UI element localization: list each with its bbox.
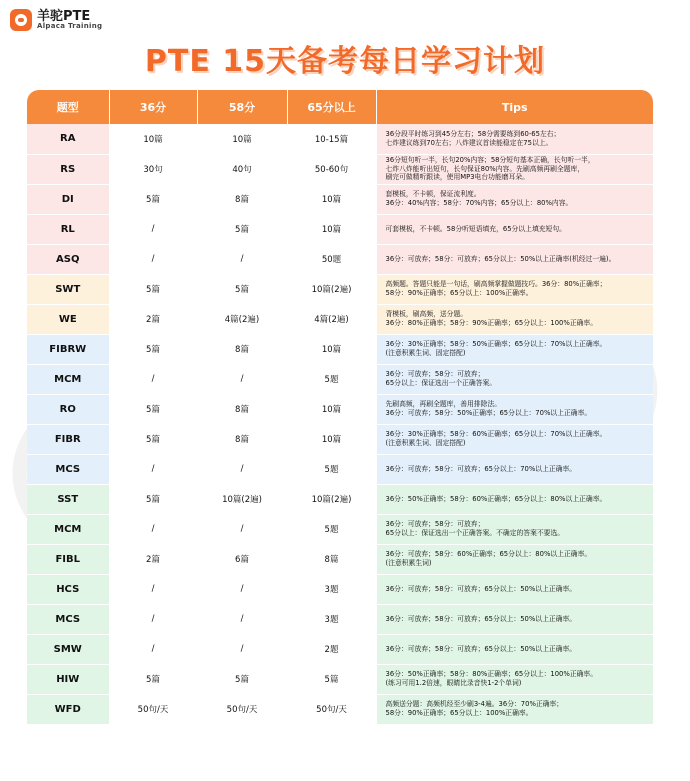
row-type: WFD [27, 694, 109, 724]
row-type: MCM [27, 514, 109, 544]
row-36: / [109, 454, 197, 484]
row-type: MCS [27, 454, 109, 484]
table-row [27, 694, 653, 724]
table-row [27, 454, 653, 484]
row-65: 4篇(2遍) [287, 304, 376, 334]
table-row [27, 334, 653, 364]
row-type: RS [27, 154, 109, 184]
row-type: SST [27, 484, 109, 514]
row-36: 2篇 [109, 544, 197, 574]
table-row [27, 274, 653, 304]
header-tips: Tips [376, 90, 653, 124]
header-65: 65分以上 [287, 90, 376, 124]
row-tips: 36分：可放弃；58分：60%正确率；65分以上：80%以上正确率。 (注意积累生词) [376, 544, 653, 574]
row-36: 50句/天 [109, 694, 197, 724]
row-36: / [109, 634, 197, 664]
brand-name: 羊驼PTE [37, 9, 91, 24]
row-58: / [197, 454, 287, 484]
row-tips: 36分：50%正确率；58分：80%正确率；65分以上：100%正确率。 (练习可用1.2倍速，眼睛比录音快1-2个单词) [376, 664, 653, 694]
row-65: 50题 [287, 244, 376, 274]
row-65: 10篇 [287, 214, 376, 244]
row-type: RL [27, 214, 109, 244]
table-row [27, 214, 653, 244]
row-58: / [197, 514, 287, 544]
row-36: 2篇 [109, 304, 197, 334]
table-row [27, 514, 653, 544]
table-row [27, 154, 653, 184]
row-36: / [109, 244, 197, 274]
brand-logo [10, 9, 102, 31]
row-type: SMW [27, 634, 109, 664]
row-tips: 36分：30%正确率；58分：60%正确率；65分以上：70%以上正确率。 (注意积累生词、固定搭配) [376, 424, 653, 454]
row-tips: 36分：可放弃；58分：可放弃；65分以上：50%以上正确率。 [376, 574, 653, 604]
alpaca-icon [10, 9, 32, 31]
row-tips: 背模板，刷高频，送分题。 36分：80%正确率；58分：90%正确率；65分以上：100%正确率。 [376, 304, 653, 334]
row-65: 2题 [287, 634, 376, 664]
table-row [27, 664, 653, 694]
table-row [27, 424, 653, 454]
row-tips: 36分：30%正确率；58分：50%正确率；65分以上：70%以上正确率。 (注意积累生词、固定搭配) [376, 334, 653, 364]
row-58: 4篇(2遍) [197, 304, 287, 334]
row-65: 8篇 [287, 544, 376, 574]
row-65: 5题 [287, 514, 376, 544]
row-type: RO [27, 394, 109, 424]
row-58: / [197, 604, 287, 634]
row-36: 5篇 [109, 184, 197, 214]
table-row [27, 184, 653, 214]
row-36: / [109, 214, 197, 244]
row-type: ASQ [27, 244, 109, 274]
table-row [27, 364, 653, 394]
row-tips: 可套模板，不卡顿。58分听短语填充，65分以上填充短句。 [376, 214, 653, 244]
row-type: MCM [27, 364, 109, 394]
table-row [27, 574, 653, 604]
header-36: 36分 [109, 90, 197, 124]
row-type: FIBL [27, 544, 109, 574]
row-36: / [109, 604, 197, 634]
row-58: 40句 [197, 154, 287, 184]
row-tips: 36分：可放弃；58分：可放弃； 65分以上：保证选出一个正确答案。 [376, 364, 653, 394]
row-tips: 36分：可放弃；58分：可放弃； 65分以上：保证选出一个正确答案。不确定的答案不要选。 [376, 514, 653, 544]
row-36: / [109, 514, 197, 544]
row-tips: 36分段平时练习到45分左右；58分需要练到60-65左右； 七炸建议练到70左右；八炸建议首读能稳定在75以上。 [376, 124, 653, 154]
row-type: HCS [27, 574, 109, 604]
row-tips: 36分：可放弃；58分：可放弃；65分以上：70%以上正确率。 [376, 454, 653, 484]
row-58: / [197, 574, 287, 604]
row-tips: 36分：可放弃；58分：可放弃；65分以上：50%以上正确率。 [376, 634, 653, 664]
row-65: 5篇 [287, 664, 376, 694]
row-type: RA [27, 124, 109, 154]
table-header-row [27, 90, 653, 124]
row-36: 30句 [109, 154, 197, 184]
row-58: / [197, 244, 287, 274]
row-58: / [197, 634, 287, 664]
row-58: 8篇 [197, 394, 287, 424]
row-type: DI [27, 184, 109, 214]
row-58: 5篇 [197, 214, 287, 244]
row-65: 10篇 [287, 394, 376, 424]
row-type: MCS [27, 604, 109, 634]
row-type: SWT [27, 274, 109, 304]
row-tips: 先刷高频，再刷全题库，善用排除法。 36分：可放弃；58分：50%正确率；65分以上：70%以上正确率。 [376, 394, 653, 424]
row-type: HIW [27, 664, 109, 694]
row-36: 10篇 [109, 124, 197, 154]
row-65: 50-60句 [287, 154, 376, 184]
row-65: 10篇(2遍) [287, 274, 376, 304]
table-body [27, 124, 653, 724]
row-tips: 36分：50%正确率；58分：60%正确率；65分以上：80%以上正确率。 [376, 484, 653, 514]
row-65: 3题 [287, 574, 376, 604]
row-65: 5题 [287, 454, 376, 484]
row-65: 5题 [287, 364, 376, 394]
row-36: 5篇 [109, 274, 197, 304]
row-36: 5篇 [109, 664, 197, 694]
row-65: 10篇(2遍) [287, 484, 376, 514]
row-type: FIBR [27, 424, 109, 454]
row-type: FIBRW [27, 334, 109, 364]
row-58: 8篇 [197, 334, 287, 364]
row-tips: 36分：可放弃；58分：可放弃；65分以上：50%以上正确率(机经过一遍)。 [376, 244, 653, 274]
row-58: 50句/天 [197, 694, 287, 724]
row-58: / [197, 364, 287, 394]
row-tips: 高频送分题：高频机经至少刷3-4遍。36分：70%正确率； 58分：90%正确率；65分以上：100%正确率。 [376, 694, 653, 724]
row-36: 5篇 [109, 394, 197, 424]
row-tips: 36分：可放弃；58分：可放弃；65分以上：50%以上正确率。 [376, 604, 653, 634]
table-row [27, 124, 653, 154]
row-58: 10篇 [197, 124, 287, 154]
row-65: 10-15篇 [287, 124, 376, 154]
row-36: 5篇 [109, 424, 197, 454]
study-plan-table [27, 90, 653, 725]
brand-subtitle: Alpaca Training [37, 22, 103, 30]
row-tips: 36分短句听一半，长句20%内容；58分短句基本正确，长句听一半， 七炸八炸能听出短句，长句保证80%内容。先刷高频再刷全题库， 刷完可做精听跟读，使用MP3电台功能磨耳朵。 [376, 154, 653, 184]
table-row [27, 484, 653, 514]
header-58: 58分 [197, 90, 287, 124]
table-row [27, 244, 653, 274]
table-row [27, 544, 653, 574]
row-58: 5篇 [197, 274, 287, 304]
row-tips: 套模板，不卡顿，保证流利度。 36分：40%内容；58分：70%内容；65分以上：80%内容。 [376, 184, 653, 214]
study-plan-table-card [27, 90, 653, 780]
row-58: 8篇 [197, 424, 287, 454]
row-tips: 高频题。答题只能是一句话，刷高频掌握做题技巧。36分：80%正确率； 58分：90%正确率；65分以上：100%正确率。 [376, 274, 653, 304]
row-58: 6篇 [197, 544, 287, 574]
row-58: 10篇(2遍) [197, 484, 287, 514]
table-row [27, 304, 653, 334]
table-row [27, 604, 653, 634]
page-title: PTE 15天备考每日学习计划 [144, 44, 546, 79]
table-row [27, 394, 653, 424]
row-36: 5篇 [109, 334, 197, 364]
row-36: / [109, 574, 197, 604]
row-65: 50句/天 [287, 694, 376, 724]
row-65: 10篇 [287, 334, 376, 364]
row-type: WE [27, 304, 109, 334]
header-type: 题型 [27, 90, 109, 124]
row-65: 10篇 [287, 424, 376, 454]
row-36: 5篇 [109, 484, 197, 514]
row-58: 5篇 [197, 664, 287, 694]
row-58: 8篇 [197, 184, 287, 214]
row-65: 10篇 [287, 184, 376, 214]
table-row [27, 634, 653, 664]
row-36: / [109, 364, 197, 394]
row-65: 3题 [287, 604, 376, 634]
